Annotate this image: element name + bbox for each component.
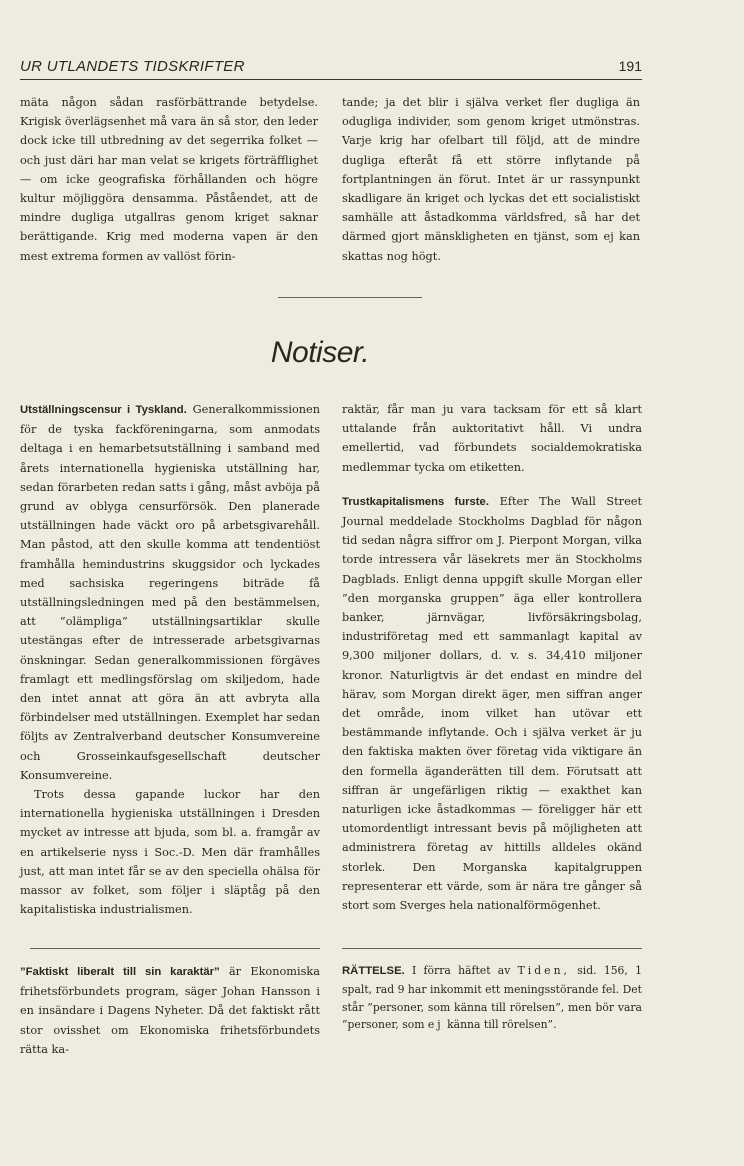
running-title: UR UTLANDETS TIDSKRIFTER: [20, 58, 245, 75]
divider-left: [30, 948, 320, 949]
section-title: Notiser.: [270, 336, 370, 369]
notice-censorship-text: Generalkommissionen för de tyska fackföreningarna, som anmodats deltaga i en hemarbetsutställning i samband med årets internationella hygieniska utställning har, sedan förarbeten redan satts i gång, måst avböja på grund av oblyga censurförsök. Den planerade utställningen hade väckt oro på arbetsgivarehåll. Man påstod, att den skulle komma att tendentiöst framhålla hemindustrins skuggsidor och lyckades med sachsiska regeringens biträde få utställningsledningen med på den bestämmelsen, att ”olämpliga” utställningsartiklar skulle utestängas efter de intresserade arbetsgivarnas önskningar. Sedan generalkommissionen förgäves framlagt ett medlingsförslag om skiljedom, hade den intet annat att göra än att avbryta alla förbindelser med utställningen. Exemplet har sedan följts av Zentralverband deutscher Konsumvereine och Grosseinkaufsgesellschaft deutscher Konsumvereine.: [20, 403, 320, 782]
errata-journal-name: Tiden,: [517, 964, 570, 977]
article-text-left: mäta någon sådan rasförbättrande betydelse. Krigisk överlägsenhet må vara än så stor, den leder dock icke till utbredning av det segerrika folket — och just däri har man velat se krigets förträfflighet — om icke geografiska förhållanden och högre kultur möjliggöra densamma. Påståendet, att de mindre dugliga utgallras genom kriget saknar berättigande. Krig med moderna vapen är den mest extrema formen av vallöst förin-: [20, 96, 318, 263]
notice-trust-text: Efter The Wall Street Journal meddelade Stockholms Dagblad för någon tid sedan några siffror om J. Pierpont Morgan, vilka torde intressera vår läsekrets mer än Stockholms Dagblads. Enligt denna uppgift skulle Morgan eller ”den morganska gruppen” äga eller kontrollera banker, järnvägar, livförsäkringsbolag, industriföretag med ett sammanlagt kapital av 9,300 miljoner dollars, d. v. s. 34,410 miljoner kronor. Naturligtvis är det endast en mindre del härav, som Morgan direkt äger, men siffran anger det område, inom vilket han utövar ett bestämmande inflytande. Och i själva verket är ju den faktiska makten över företag vida viktigare än den formella äganderätten till dem. Förutsatt att siffran är ungefärligen riktig — exakthet kan naturligen icke åstadkommas — föreligger här ett utomordentligt intressant bevis på möjligheten att administrera företag av hittills alldeles okänd storlek. Den Morganska kapitalgruppen representerar ett värde, som är nära tre gånger så stort som Sverges hela nationalförmögenhet.: [342, 494, 642, 913]
notices-right-column: [342, 400, 642, 915]
article-text-right: tande; ja det blir i själva verket fler dugliga än odugliga individer, som genom kriget utmönstras. Varje krig har ofelbart till följd, att de mindre dugliga efteråt få ett större inflytande på fortplantningen än förut. Intet är ur rassynpunkt skadligare än kriget och lyckas det ett socialistiskt samhälle att åstadkomma världsfred, så har det därmed gjort mänskligheten en tjänst, som ej kan skattas nog högt.: [342, 96, 640, 263]
notices-left-column: [20, 400, 320, 919]
errata-column: [342, 962, 642, 1034]
notice-liberal-column: [20, 962, 320, 1059]
page-header: [20, 58, 642, 80]
section-divider: [278, 297, 422, 298]
article-end-left-column: [20, 93, 318, 266]
errata-text-1: I förra häftet av: [412, 964, 511, 977]
notice-liberal-heading: ”Faktiskt liberalt till sin karaktär”: [20, 966, 220, 978]
page-number: 191: [618, 58, 642, 74]
notice-gap: [342, 477, 642, 492]
notice-censorship-paragraph: [20, 400, 320, 785]
errata-text-2: sid. 156, 1 spalt, rad 9 har inkommit ett meningsstörande fel. Det står ”personer, som känna till rörelsen”, men bör vara ”personer, som: [342, 964, 642, 1032]
notice-liberal-text: är Ekonomiska frihetsförbundets program, säger Johan Hansson i en insändare i Dagens Nyheter. Då det faktiskt rått stor ovisshet om Ekonomiska frihetsförbundets rätta ka-: [20, 965, 320, 1056]
divider-right: [342, 948, 642, 949]
errata-heading: RÄTTELSE.: [342, 965, 405, 977]
notice-trust-paragraph: [342, 492, 642, 915]
errata-paragraph: [342, 962, 642, 1034]
notice-liberal-continuation: raktär, får man ju vara tacksam för ett så klart uttalande från auktoritativt håll. Vi undra emellertid, vad förbundets socialdemokratiska medlemmar tycka om etiketten.: [342, 403, 642, 474]
notice-liberal-paragraph: [20, 962, 320, 1059]
errata-text-3: känna till rörelsen”.: [447, 1018, 557, 1032]
notice-censorship-heading: Utställningscensur i Tyskland.: [20, 404, 187, 416]
errata-emphasis: ej: [427, 1018, 444, 1032]
notice-censorship-paragraph-2: Trots dessa gapande luckor har den internationella hygieniska utställningen i Dresden mycket av intresse att bjuda, som bl. a. framgår av en artikelserie nyss i Soc.-D. Men där framhålles just, att man intet får se av den speciella ohälsa för massor av folket, som följer i släptåg på den kapitalistiska industrialismen.: [20, 788, 320, 917]
header-rule: [20, 79, 642, 80]
notice-trust-heading: Trustkapitalismens furste.: [342, 495, 489, 508]
article-end-right-column: [342, 93, 640, 266]
